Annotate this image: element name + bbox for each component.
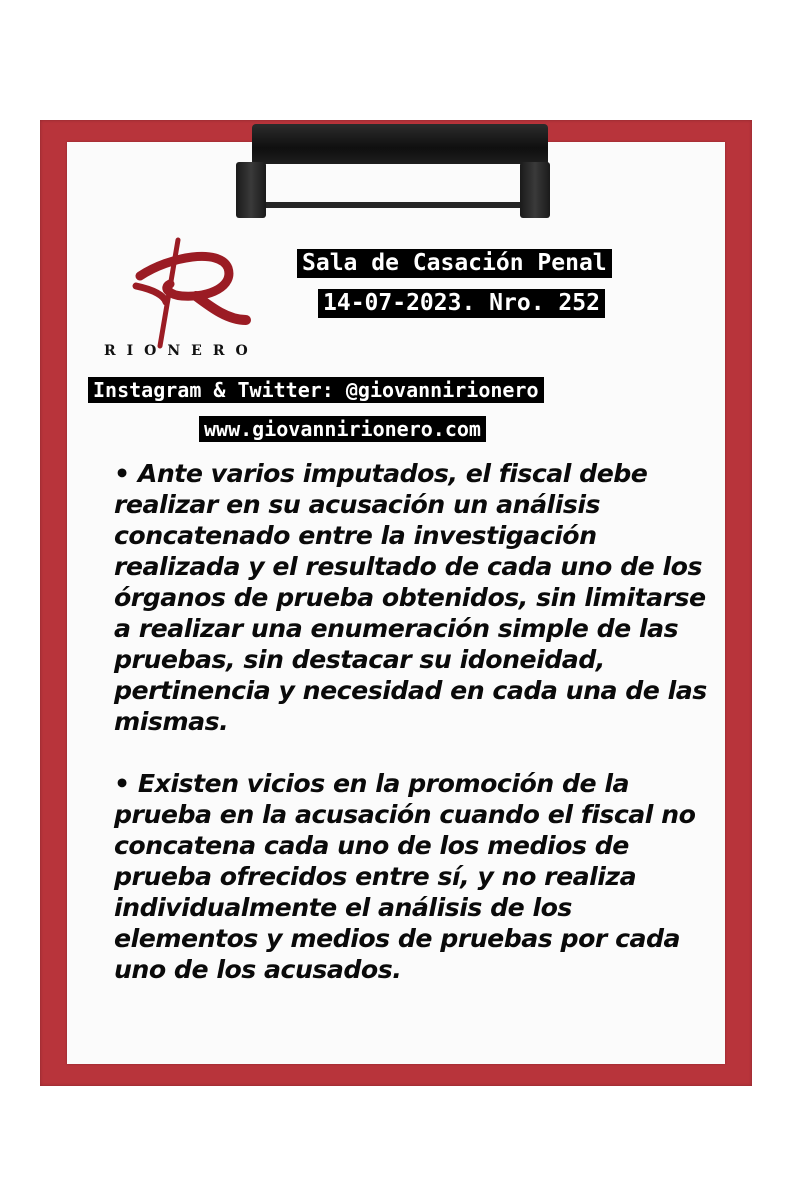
brand-wordmark: RIONERO	[104, 343, 259, 359]
summary-paragraph: • Existen vicios en la promoción de la prueba en la acusación cuando el fiscal no concatena cada uno de los medios de prueba ofrecidos entre sí, y no realiza individualmente el análisis de los elementos y medios de pruebas por cada uno de los acusados.	[114, 769, 696, 984]
clipboard-clip	[252, 124, 548, 164]
ruling-date-number: 14-07-2023. Nro. 252	[318, 289, 605, 318]
clip-arm-left	[236, 162, 266, 218]
social-handle: Instagram & Twitter: @giovannirionero	[88, 377, 544, 403]
page-title: Sala de Casación Penal	[297, 249, 612, 278]
ruling-summary	[114, 458, 718, 1016]
summary-paragraph: • Ante varios imputados, el fiscal debe realizar en su acusación un análisis concatenado entre la investigación realizada y el resultado de cada uno de los órganos de prueba obtenidos, sin limitarse a realizar una enumeración simple de las pruebas, sin destacar su idoneidad, pertinencia y necesidad en cada una de las mismas.	[114, 459, 707, 736]
website-link: www.giovannirionero.com	[199, 416, 486, 442]
clip-arm-right	[520, 162, 550, 218]
